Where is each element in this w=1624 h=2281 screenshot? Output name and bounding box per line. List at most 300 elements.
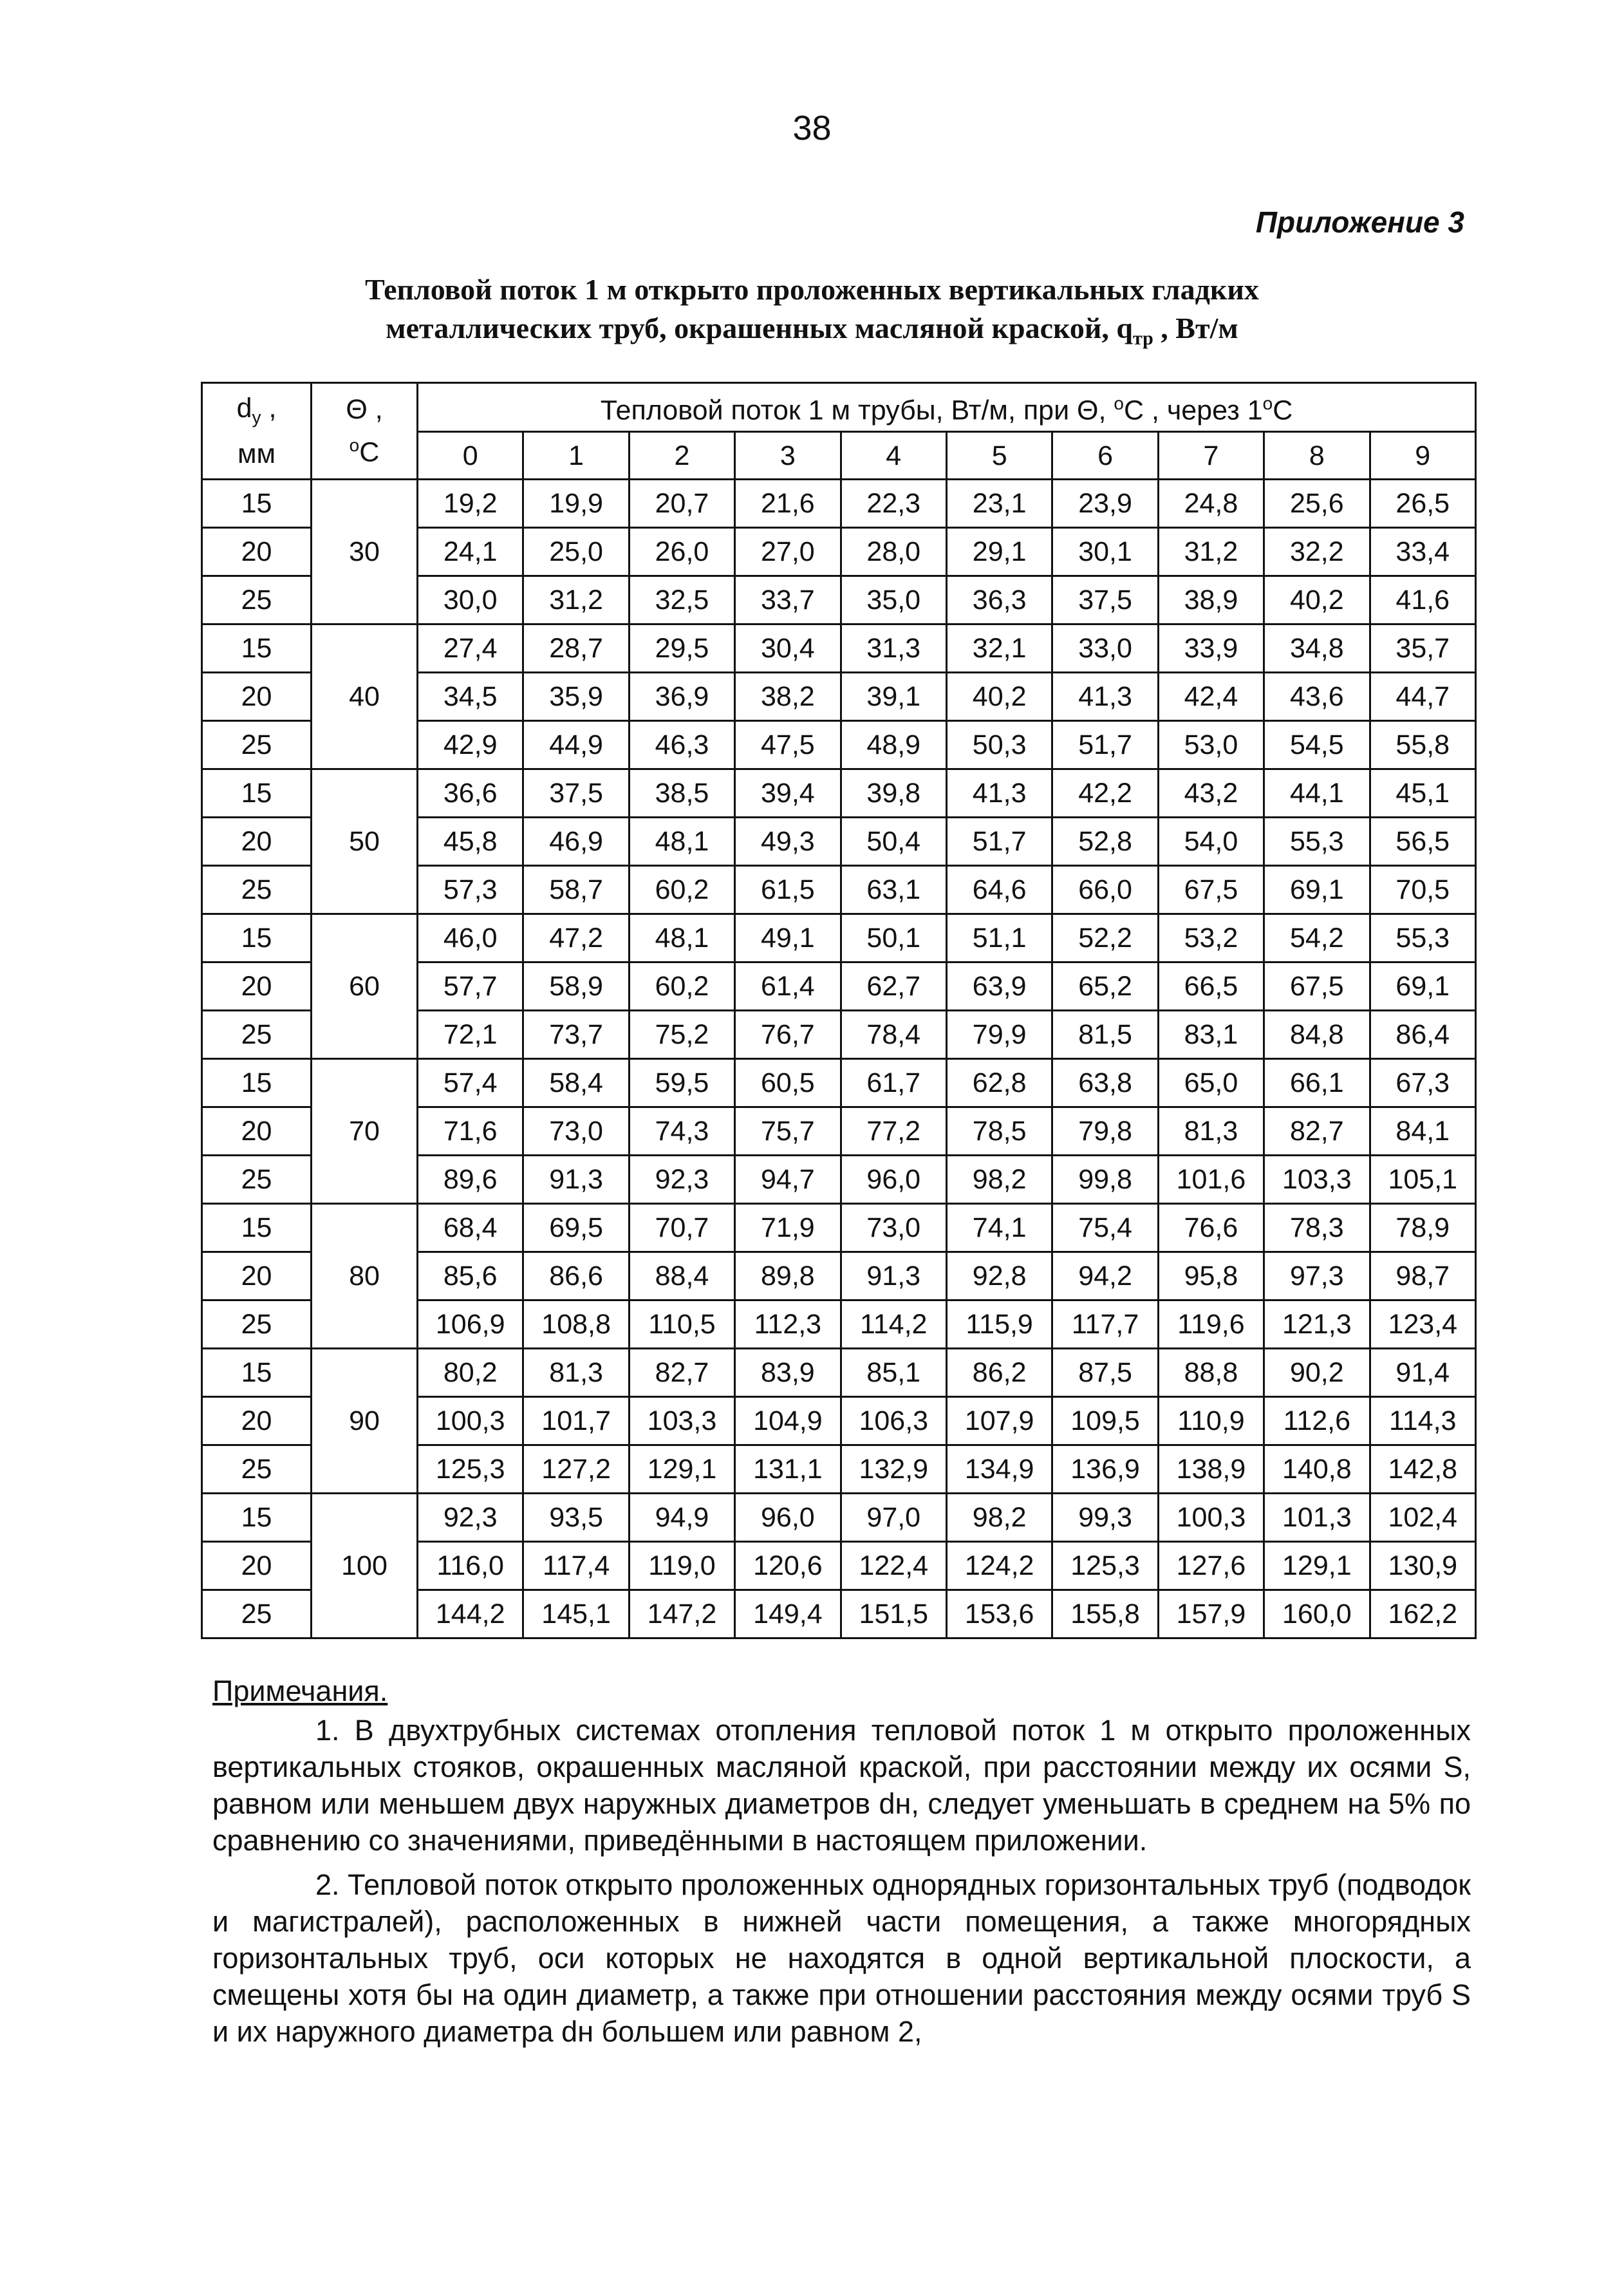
step-column-header: 5	[946, 432, 1052, 480]
value-cell: 36,3	[946, 576, 1052, 624]
value-cell: 54,2	[1264, 914, 1370, 962]
value-cell: 125,3	[418, 1445, 523, 1494]
theta-cell: 80	[312, 1204, 418, 1349]
value-cell: 123,4	[1370, 1300, 1475, 1349]
value-cell: 61,5	[735, 866, 841, 914]
value-cell: 82,7	[629, 1349, 734, 1397]
value-cell: 35,0	[841, 576, 946, 624]
value-cell: 124,2	[946, 1542, 1052, 1590]
value-cell: 45,1	[1370, 769, 1475, 818]
value-cell: 63,1	[841, 866, 946, 914]
value-cell: 109,5	[1052, 1397, 1158, 1445]
notes-heading: Примечания.	[212, 1675, 388, 1707]
value-cell: 73,0	[841, 1204, 946, 1252]
value-cell: 84,8	[1264, 1011, 1370, 1059]
value-cell: 132,9	[841, 1445, 946, 1494]
table-row	[202, 1059, 1476, 1107]
value-cell: 138,9	[1158, 1445, 1264, 1494]
value-cell: 30,4	[735, 624, 841, 673]
value-cell: 64,6	[946, 866, 1052, 914]
value-cell: 80,2	[418, 1349, 523, 1397]
value-cell: 75,4	[1052, 1204, 1158, 1252]
value-cell: 142,8	[1370, 1445, 1475, 1494]
value-cell: 67,3	[1370, 1059, 1475, 1107]
value-cell: 41,3	[946, 769, 1052, 818]
value-cell: 33,0	[1052, 624, 1158, 673]
value-cell: 71,9	[735, 1204, 841, 1252]
value-cell: 44,9	[523, 721, 629, 769]
dy-header-comma: ,	[261, 393, 277, 424]
value-cell: 97,0	[841, 1494, 946, 1542]
value-cell: 44,7	[1370, 673, 1475, 721]
value-cell: 26,5	[1370, 480, 1475, 528]
value-cell: 160,0	[1264, 1590, 1370, 1638]
value-cell: 49,3	[735, 818, 841, 866]
value-cell: 39,4	[735, 769, 841, 818]
theta-cell: 50	[312, 769, 418, 914]
value-cell: 51,1	[946, 914, 1052, 962]
value-cell: 48,1	[629, 818, 734, 866]
value-cell: 153,6	[946, 1590, 1052, 1638]
value-cell: 25,0	[523, 528, 629, 576]
value-cell: 120,6	[735, 1542, 841, 1590]
value-cell: 149,4	[735, 1590, 841, 1638]
value-cell: 125,3	[1052, 1542, 1158, 1590]
value-cell: 72,1	[418, 1011, 523, 1059]
value-cell: 24,8	[1158, 480, 1264, 528]
heat-flow-table	[201, 382, 1477, 1639]
value-cell: 24,1	[418, 528, 523, 576]
value-cell: 76,7	[735, 1011, 841, 1059]
value-cell: 162,2	[1370, 1590, 1475, 1638]
value-cell: 98,7	[1370, 1252, 1475, 1300]
theta-cell: 40	[312, 624, 418, 769]
value-cell: 83,9	[735, 1349, 841, 1397]
dy-cell: 20	[202, 1542, 312, 1590]
value-cell: 46,0	[418, 914, 523, 962]
dy-cell: 25	[202, 1156, 312, 1204]
value-cell: 99,8	[1052, 1156, 1158, 1204]
value-cell: 81,3	[1158, 1107, 1264, 1156]
value-cell: 63,9	[946, 962, 1052, 1011]
value-cell: 73,7	[523, 1011, 629, 1059]
dy-cell: 20	[202, 818, 312, 866]
value-cell: 84,1	[1370, 1107, 1475, 1156]
table-row	[202, 1204, 1476, 1252]
value-cell: 21,6	[735, 480, 841, 528]
value-cell: 96,0	[735, 1494, 841, 1542]
dy-cell: 25	[202, 721, 312, 769]
value-cell: 88,8	[1158, 1349, 1264, 1397]
value-cell: 23,1	[946, 480, 1052, 528]
dy-cell: 15	[202, 480, 312, 528]
value-cell: 32,5	[629, 576, 734, 624]
dy-cell: 25	[202, 1445, 312, 1494]
value-cell: 44,1	[1264, 769, 1370, 818]
step-column-header: 8	[1264, 432, 1370, 480]
value-cell: 66,0	[1052, 866, 1158, 914]
table-title	[0, 270, 1624, 358]
value-cell: 92,8	[946, 1252, 1052, 1300]
value-cell: 29,1	[946, 528, 1052, 576]
value-cell: 52,2	[1052, 914, 1158, 962]
value-cell: 43,6	[1264, 673, 1370, 721]
value-cell: 151,5	[841, 1590, 946, 1638]
value-cell: 69,5	[523, 1204, 629, 1252]
value-cell: 57,4	[418, 1059, 523, 1107]
dy-cell: 15	[202, 914, 312, 962]
value-cell: 35,7	[1370, 624, 1475, 673]
value-cell: 117,4	[523, 1542, 629, 1590]
page-number: 38	[792, 109, 832, 147]
flow-header-mid: C , через 1	[1123, 395, 1263, 426]
theta-header-deg: o	[349, 435, 360, 456]
value-cell: 57,7	[418, 962, 523, 1011]
value-cell: 59,5	[629, 1059, 734, 1107]
value-cell: 27,4	[418, 624, 523, 673]
dy-cell: 25	[202, 866, 312, 914]
value-cell: 70,7	[629, 1204, 734, 1252]
value-cell: 108,8	[523, 1300, 629, 1349]
value-cell: 131,1	[735, 1445, 841, 1494]
value-cell: 36,6	[418, 769, 523, 818]
value-cell: 32,1	[946, 624, 1052, 673]
value-cell: 85,1	[841, 1349, 946, 1397]
value-cell: 87,5	[1052, 1349, 1158, 1397]
value-cell: 94,7	[735, 1156, 841, 1204]
value-cell: 136,9	[1052, 1445, 1158, 1494]
step-column-header: 3	[735, 432, 841, 480]
dy-cell: 15	[202, 624, 312, 673]
value-cell: 93,5	[523, 1494, 629, 1542]
title-line-2	[0, 309, 1624, 358]
value-cell: 23,9	[1052, 480, 1158, 528]
value-cell: 46,9	[523, 818, 629, 866]
value-cell: 65,0	[1158, 1059, 1264, 1107]
theta-header-symbol: Θ ,	[346, 394, 383, 426]
dy-cell: 25	[202, 1300, 312, 1349]
value-cell: 33,9	[1158, 624, 1264, 673]
value-cell: 106,9	[418, 1300, 523, 1349]
value-cell: 88,4	[629, 1252, 734, 1300]
value-cell: 140,8	[1264, 1445, 1370, 1494]
value-cell: 74,1	[946, 1204, 1052, 1252]
value-cell: 37,5	[1052, 576, 1158, 624]
value-cell: 75,2	[629, 1011, 734, 1059]
value-cell: 95,8	[1158, 1252, 1264, 1300]
step-column-header: 0	[418, 432, 523, 480]
value-cell: 43,2	[1158, 769, 1264, 818]
value-cell: 102,4	[1370, 1494, 1475, 1542]
step-column-header: 2	[629, 432, 734, 480]
step-column-header: 1	[523, 432, 629, 480]
value-cell: 144,2	[418, 1590, 523, 1638]
value-cell: 86,2	[946, 1349, 1052, 1397]
value-cell: 114,2	[841, 1300, 946, 1349]
dy-header-unit: мм	[237, 438, 276, 469]
value-cell: 129,1	[629, 1445, 734, 1494]
flow-header-deg2: o	[1262, 393, 1273, 414]
value-cell: 34,5	[418, 673, 523, 721]
value-cell: 145,1	[523, 1590, 629, 1638]
value-cell: 60,5	[735, 1059, 841, 1107]
value-cell: 31,2	[523, 576, 629, 624]
value-cell: 58,9	[523, 962, 629, 1011]
value-cell: 26,0	[629, 528, 734, 576]
value-cell: 30,1	[1052, 528, 1158, 576]
value-cell: 91,3	[841, 1252, 946, 1300]
value-cell: 30,0	[418, 576, 523, 624]
value-cell: 70,5	[1370, 866, 1475, 914]
value-cell: 97,3	[1264, 1252, 1370, 1300]
value-cell: 40,2	[1264, 576, 1370, 624]
value-cell: 155,8	[1052, 1590, 1158, 1638]
step-column-header: 7	[1158, 432, 1264, 480]
value-cell: 114,3	[1370, 1397, 1475, 1445]
value-cell: 41,3	[1052, 673, 1158, 721]
value-cell: 127,2	[523, 1445, 629, 1494]
value-cell: 58,4	[523, 1059, 629, 1107]
title-line-2-prefix: металлических труб, окрашенных масляной краской, q	[386, 312, 1133, 344]
value-cell: 55,3	[1264, 818, 1370, 866]
value-cell: 110,5	[629, 1300, 734, 1349]
value-cell: 81,5	[1052, 1011, 1158, 1059]
value-cell: 127,6	[1158, 1542, 1264, 1590]
value-cell: 33,4	[1370, 528, 1475, 576]
dy-cell: 20	[202, 1107, 312, 1156]
value-cell: 40,2	[946, 673, 1052, 721]
value-cell: 63,8	[1052, 1059, 1158, 1107]
value-cell: 117,7	[1052, 1300, 1158, 1349]
value-cell: 101,7	[523, 1397, 629, 1445]
table-body	[202, 480, 1476, 1638]
title-line-1: Тепловой поток 1 м открыто проложенных вертикальных гладких	[365, 273, 1259, 306]
dy-cell: 15	[202, 1059, 312, 1107]
value-cell: 36,9	[629, 673, 734, 721]
value-cell: 56,5	[1370, 818, 1475, 866]
dy-cell: 20	[202, 962, 312, 1011]
dy-cell: 25	[202, 1011, 312, 1059]
value-cell: 37,5	[523, 769, 629, 818]
value-cell: 29,5	[629, 624, 734, 673]
value-cell: 33,7	[735, 576, 841, 624]
dy-cell: 25	[202, 576, 312, 624]
value-cell: 58,7	[523, 866, 629, 914]
value-cell: 78,3	[1264, 1204, 1370, 1252]
value-cell: 19,9	[523, 480, 629, 528]
dy-cell: 20	[202, 1252, 312, 1300]
value-cell: 147,2	[629, 1590, 734, 1638]
value-cell: 67,5	[1264, 962, 1370, 1011]
value-cell: 105,1	[1370, 1156, 1475, 1204]
value-cell: 50,1	[841, 914, 946, 962]
step-column-header: 9	[1370, 432, 1475, 480]
dy-cell: 25	[202, 1590, 312, 1638]
flow-header-end: C	[1273, 395, 1293, 426]
value-cell: 38,2	[735, 673, 841, 721]
notes	[212, 1673, 1471, 2058]
value-cell: 73,0	[523, 1107, 629, 1156]
header-row-1	[202, 383, 1476, 432]
value-cell: 66,1	[1264, 1059, 1370, 1107]
dy-header-sub: y	[252, 407, 261, 427]
theta-cell: 60	[312, 914, 418, 1059]
value-cell: 34,8	[1264, 624, 1370, 673]
value-cell: 121,3	[1264, 1300, 1370, 1349]
theta-cell: 100	[312, 1494, 418, 1638]
value-cell: 96,0	[841, 1156, 946, 1204]
step-column-header: 4	[841, 432, 946, 480]
value-cell: 47,5	[735, 721, 841, 769]
value-cell: 68,4	[418, 1204, 523, 1252]
value-cell: 78,4	[841, 1011, 946, 1059]
value-cell: 98,2	[946, 1494, 1052, 1542]
value-cell: 91,4	[1370, 1349, 1475, 1397]
value-cell: 75,7	[735, 1107, 841, 1156]
theta-cell: 70	[312, 1059, 418, 1204]
value-cell: 79,9	[946, 1011, 1052, 1059]
dy-cell: 15	[202, 1349, 312, 1397]
value-cell: 39,8	[841, 769, 946, 818]
dy-cell: 15	[202, 769, 312, 818]
value-cell: 41,6	[1370, 576, 1475, 624]
value-cell: 66,5	[1158, 962, 1264, 1011]
value-cell: 28,7	[523, 624, 629, 673]
value-cell: 76,6	[1158, 1204, 1264, 1252]
value-cell: 55,8	[1370, 721, 1475, 769]
table-row	[202, 769, 1476, 818]
value-cell: 107,9	[946, 1397, 1052, 1445]
theta-header	[312, 383, 418, 480]
value-cell: 94,2	[1052, 1252, 1158, 1300]
value-cell: 42,2	[1052, 769, 1158, 818]
value-cell: 99,3	[1052, 1494, 1158, 1542]
value-cell: 85,6	[418, 1252, 523, 1300]
value-cell: 106,3	[841, 1397, 946, 1445]
dy-cell: 20	[202, 528, 312, 576]
value-cell: 57,3	[418, 866, 523, 914]
note-1: 1. В двухтрубных системах отопления тепловой поток 1 м открыто проложенных вертикальных стояков, окрашенных масляной краской, при расстоянии между их осями S, равном или меньшем двух наружных диаметров dн, следует уменьшать в среднем на 5% по сравнению со значениями, приведёнными в настоящем приложении.	[212, 1714, 1471, 1857]
value-cell: 157,9	[1158, 1590, 1264, 1638]
value-cell: 98,2	[946, 1156, 1052, 1204]
value-cell: 46,3	[629, 721, 734, 769]
value-cell: 42,9	[418, 721, 523, 769]
flow-header-prefix: Тепловой поток 1 м трубы, Вт/м, при Θ,	[600, 395, 1114, 426]
value-cell: 103,3	[1264, 1156, 1370, 1204]
value-cell: 49,1	[735, 914, 841, 962]
dy-cell: 20	[202, 1397, 312, 1445]
value-cell: 53,2	[1158, 914, 1264, 962]
value-cell: 22,3	[841, 480, 946, 528]
value-cell: 78,9	[1370, 1204, 1475, 1252]
value-cell: 86,4	[1370, 1011, 1475, 1059]
value-cell: 86,6	[523, 1252, 629, 1300]
value-cell: 31,2	[1158, 528, 1264, 576]
value-cell: 47,2	[523, 914, 629, 962]
value-cell: 53,0	[1158, 721, 1264, 769]
value-cell: 119,6	[1158, 1300, 1264, 1349]
value-cell: 48,1	[629, 914, 734, 962]
title-line-2-sub: тр	[1133, 328, 1153, 350]
value-cell: 92,3	[629, 1156, 734, 1204]
dy-cell: 20	[202, 673, 312, 721]
value-cell: 79,8	[1052, 1107, 1158, 1156]
flow-header	[418, 383, 1476, 432]
table-row	[202, 624, 1476, 673]
value-cell: 119,0	[629, 1542, 734, 1590]
value-cell: 103,3	[629, 1397, 734, 1445]
flow-header-deg: o	[1114, 393, 1124, 414]
value-cell: 77,2	[841, 1107, 946, 1156]
value-cell: 82,7	[1264, 1107, 1370, 1156]
table-row	[202, 1494, 1476, 1542]
value-cell: 69,1	[1264, 866, 1370, 914]
value-cell: 100,3	[418, 1397, 523, 1445]
value-cell: 91,3	[523, 1156, 629, 1204]
value-cell: 61,4	[735, 962, 841, 1011]
value-cell: 71,6	[418, 1107, 523, 1156]
step-column-header: 6	[1052, 432, 1158, 480]
value-cell: 100,3	[1158, 1494, 1264, 1542]
value-cell: 31,3	[841, 624, 946, 673]
value-cell: 112,6	[1264, 1397, 1370, 1445]
value-cell: 130,9	[1370, 1542, 1475, 1590]
value-cell: 74,3	[629, 1107, 734, 1156]
value-cell: 129,1	[1264, 1542, 1370, 1590]
value-cell: 48,9	[841, 721, 946, 769]
dy-cell: 15	[202, 1204, 312, 1252]
value-cell: 94,9	[629, 1494, 734, 1542]
table-row	[202, 914, 1476, 962]
title-line-2-suffix: , Вт/м	[1153, 312, 1238, 344]
theta-cell: 90	[312, 1349, 418, 1494]
value-cell: 83,1	[1158, 1011, 1264, 1059]
value-cell: 25,6	[1264, 480, 1370, 528]
value-cell: 19,2	[418, 480, 523, 528]
value-cell: 116,0	[418, 1542, 523, 1590]
dy-header-symbol: d	[236, 393, 252, 424]
value-cell: 50,4	[841, 818, 946, 866]
value-cell: 54,0	[1158, 818, 1264, 866]
value-cell: 78,5	[946, 1107, 1052, 1156]
value-cell: 101,3	[1264, 1494, 1370, 1542]
value-cell: 38,9	[1158, 576, 1264, 624]
value-cell: 52,8	[1052, 818, 1158, 866]
value-cell: 115,9	[946, 1300, 1052, 1349]
dy-header	[202, 383, 312, 480]
value-cell: 90,2	[1264, 1349, 1370, 1397]
theta-cell: 30	[312, 480, 418, 624]
value-cell: 112,3	[735, 1300, 841, 1349]
value-cell: 51,7	[946, 818, 1052, 866]
value-cell: 28,0	[841, 528, 946, 576]
value-cell: 104,9	[735, 1397, 841, 1445]
value-cell: 50,3	[946, 721, 1052, 769]
dy-cell: 15	[202, 1494, 312, 1542]
value-cell: 32,2	[1264, 528, 1370, 576]
value-cell: 35,9	[523, 673, 629, 721]
value-cell: 67,5	[1158, 866, 1264, 914]
value-cell: 51,7	[1052, 721, 1158, 769]
value-cell: 54,5	[1264, 721, 1370, 769]
value-cell: 89,6	[418, 1156, 523, 1204]
value-cell: 55,3	[1370, 914, 1475, 962]
value-cell: 42,4	[1158, 673, 1264, 721]
value-cell: 20,7	[629, 480, 734, 528]
value-cell: 65,2	[1052, 962, 1158, 1011]
value-cell: 81,3	[523, 1349, 629, 1397]
value-cell: 61,7	[841, 1059, 946, 1107]
